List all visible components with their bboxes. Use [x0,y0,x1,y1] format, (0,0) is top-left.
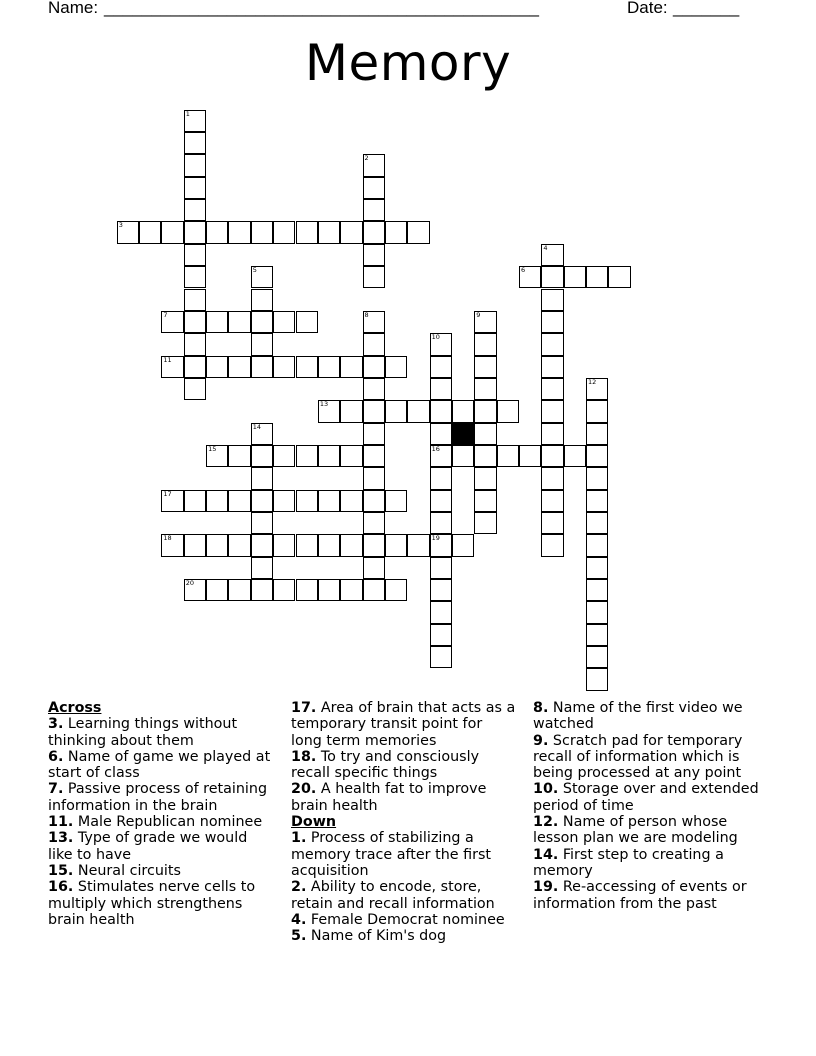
grid-cell[interactable] [184,221,206,243]
grid-cell[interactable] [541,356,563,378]
grid-cell[interactable] [184,199,206,221]
clue-item [533,847,773,880]
grid-cell[interactable] [541,490,563,512]
grid-cell[interactable] [541,266,563,288]
grid-cell[interactable] [586,646,608,668]
clue-number: 10 [431,333,440,342]
grid-cell[interactable] [206,356,228,378]
grid-cell[interactable] [430,445,452,467]
grid-cell[interactable] [430,333,452,355]
clue-num: 4. [291,911,307,928]
clue-item [533,733,773,782]
grid-cell[interactable] [363,400,385,422]
clue-number: 7 [163,310,168,319]
grid-cell[interactable] [251,311,273,333]
clue-number: 8 [364,310,369,319]
clue-text: Type of grade we would like to have [48,830,248,863]
clue-text: Stimulates nerve cells to multiply which strengthens brain health [48,879,256,928]
grid-cell[interactable] [430,512,452,534]
clue-num: 13. [48,830,74,847]
clue-item [291,749,516,782]
grid-cell[interactable] [586,400,608,422]
grid-cell[interactable] [474,400,496,422]
grid-cell[interactable] [296,579,318,601]
clue-text: Name of the first video we watched [533,700,743,733]
grid-cell[interactable] [273,445,295,467]
clue-num: 15. [48,862,74,879]
clue-item [48,879,273,928]
clue-num: 2. [291,879,307,896]
grid-cell[interactable] [363,378,385,400]
clue-number: 4 [543,243,548,252]
clue-num: 1. [291,830,307,847]
grid-cell[interactable] [184,110,206,132]
clue-item [533,700,773,733]
clue-num: 11. [48,814,74,831]
grid-cell[interactable] [318,490,340,512]
grid-cell[interactable] [385,221,407,243]
grid-cell[interactable] [340,490,362,512]
clue-item [533,814,773,847]
grid-cell[interactable] [363,311,385,333]
grid-cell[interactable] [318,579,340,601]
clue-item [291,928,516,944]
down-heading: Down [291,814,337,831]
clue-text: Storage over and extended period of time [533,781,759,814]
grid-cell[interactable] [430,534,452,556]
grid-cell[interactable] [340,534,362,556]
grid-cell[interactable] [251,579,273,601]
clue-number: 16 [431,444,440,453]
grid-cell[interactable] [251,490,273,512]
clue-item [48,749,273,782]
grid-cell[interactable] [161,311,183,333]
clue-number: 2 [364,154,369,163]
grid-cell[interactable] [363,266,385,288]
grid-cell[interactable] [564,266,586,288]
grid-cell[interactable] [474,311,496,333]
clue-item [48,814,273,830]
grid-cell[interactable] [363,557,385,579]
grid-cell[interactable] [184,490,206,512]
grid-cell[interactable] [273,534,295,556]
grid-cell[interactable] [318,356,340,378]
clue-column-3 [533,700,773,912]
grid-cell[interactable] [430,378,452,400]
grid-cell[interactable] [363,333,385,355]
clue-text: Learning things without thinking about them [48,716,238,749]
grid-cell[interactable] [273,579,295,601]
grid-cell[interactable] [251,289,273,311]
grid-cell[interactable] [474,467,496,489]
grid-cell[interactable] [340,221,362,243]
black-square [452,423,474,445]
clue-text: Process of stabilizing a memory trace after the first acquisition [291,830,492,879]
clue-item [48,716,273,749]
grid-cell[interactable] [385,534,407,556]
clue-column-2 [291,700,516,944]
clue-num: 5. [291,928,307,945]
grid-cell[interactable] [340,356,362,378]
grid-cell[interactable] [340,579,362,601]
grid-cell[interactable] [228,490,250,512]
grid-cell[interactable] [184,154,206,176]
grid-cell[interactable] [363,154,385,176]
grid-cell[interactable] [228,579,250,601]
grid-cell[interactable] [363,423,385,445]
grid-cell[interactable] [430,490,452,512]
grid-cell[interactable] [161,490,183,512]
grid-cell[interactable] [161,221,183,243]
clue-text: First step to creating a memory [533,846,724,879]
grid-cell[interactable] [184,132,206,154]
clue-item [48,863,273,879]
clue-number: 18 [163,534,172,543]
grid-cell[interactable] [184,534,206,556]
grid-cell[interactable] [452,400,474,422]
clue-number: 5 [252,266,257,275]
clue-number: 13 [319,400,329,409]
grid-cell[interactable] [228,311,250,333]
grid-cell[interactable] [541,467,563,489]
grid-cell[interactable] [363,490,385,512]
clue-item [48,781,273,814]
clue-num: 8. [533,700,549,716]
grid-cell[interactable] [206,579,228,601]
grid-cell[interactable] [296,221,318,243]
grid-cell[interactable] [586,624,608,646]
clue-text: To try and consciously recall specific things [291,748,480,782]
grid-cell[interactable] [586,557,608,579]
clue-text: Female Democrat nominee [306,911,505,928]
grid-cell[interactable] [318,400,340,422]
clue-item [533,781,773,814]
clue-number: 19 [431,534,440,543]
grid-cell[interactable] [161,534,183,556]
clue-text: Name of Kim's dog [306,928,447,945]
grid-cell[interactable] [541,400,563,422]
grid-cell[interactable] [541,244,563,266]
grid-cell[interactable] [117,221,139,243]
grid-cell[interactable] [363,356,385,378]
grid-cell[interactable] [541,311,563,333]
grid-cell[interactable] [474,423,496,445]
grid-cell[interactable] [430,601,452,623]
clue-text: Re-accessing of events or information from the past [533,879,747,912]
clue-num: 7. [48,781,64,798]
grid-cell[interactable] [296,445,318,467]
grid-cell[interactable] [251,534,273,556]
clue-num: 20. [291,781,317,798]
grid-cell[interactable] [430,557,452,579]
grid-cell[interactable] [586,601,608,623]
grid-cell[interactable] [251,356,273,378]
grid-cell[interactable] [251,221,273,243]
clue-text: Scratch pad for temporary recall of information which is being processed at any point [533,732,743,782]
grid-cell[interactable] [273,490,295,512]
grid-cell[interactable] [452,534,474,556]
grid-cell[interactable] [318,445,340,467]
grid-cell[interactable] [474,356,496,378]
grid-cell[interactable] [541,534,563,556]
grid-cell[interactable] [385,579,407,601]
grid-cell[interactable] [519,266,541,288]
grid-cell[interactable] [363,199,385,221]
grid-cell[interactable] [586,266,608,288]
grid-cell[interactable] [474,512,496,534]
clue-item [291,700,516,749]
clue-item [291,879,516,912]
clue-text: A health fat to improve brain health [291,781,487,814]
grid-cell[interactable] [340,445,362,467]
grid-cell[interactable] [296,534,318,556]
grid-cell[interactable] [430,400,452,422]
clue-number: 9 [476,310,481,319]
grid-cell[interactable] [608,266,630,288]
clue-text: Passive process of retaining information in the brain [48,781,268,814]
grid-cell[interactable] [228,221,250,243]
clue-number: 12 [588,377,597,386]
grid-cell[interactable] [564,445,586,467]
across-heading: Across [48,700,102,716]
grid-cell[interactable] [363,512,385,534]
name-field[interactable]: ______________________________________________ [104,0,539,17]
clue-text: Ability to encode, store, retain and recall information [291,879,495,912]
clue-item [533,879,773,912]
grid-cell[interactable] [452,445,474,467]
grid-cell[interactable] [251,445,273,467]
clue-text: Area of brain that acts as a temporary transit point for long term memories [291,700,516,749]
clue-num: 3. [48,716,64,733]
clue-num: 17. [291,700,317,716]
grid-cell[interactable] [206,311,228,333]
clue-text: Male Republican nominee [73,814,263,831]
grid-cell[interactable] [430,646,452,668]
clue-num: 16. [48,879,74,896]
clue-number: 20 [185,579,195,588]
grid-cell[interactable] [586,490,608,512]
grid-cell[interactable] [206,445,228,467]
grid-cell[interactable] [318,534,340,556]
grid-cell[interactable] [228,534,250,556]
clue-number: 3 [118,221,123,230]
grid-cell[interactable] [206,221,228,243]
grid-cell[interactable] [541,512,563,534]
grid-cell[interactable] [541,378,563,400]
clue-num: 19. [533,879,559,896]
grid-cell[interactable] [228,356,250,378]
grid-cell[interactable] [273,356,295,378]
grid-cell[interactable] [586,512,608,534]
grid-cell[interactable] [184,333,206,355]
clue-item [291,781,516,814]
grid-cell[interactable] [251,266,273,288]
grid-cell[interactable] [586,378,608,400]
grid-cell[interactable] [318,221,340,243]
grid-cell[interactable] [161,356,183,378]
date-field[interactable]: _______ [673,0,740,17]
clue-text: Name of person whose lesson plan we are modeling [533,814,738,847]
grid-cell[interactable] [363,177,385,199]
grid-cell[interactable] [430,624,452,646]
grid-cell[interactable] [497,445,519,467]
grid-cell[interactable] [519,445,541,467]
grid-cell[interactable] [541,423,563,445]
grid-cell[interactable] [474,490,496,512]
clue-item [48,830,273,863]
grid-cell[interactable] [474,378,496,400]
grid-cell[interactable] [296,356,318,378]
grid-cell[interactable] [184,311,206,333]
grid-cell[interactable] [407,221,429,243]
grid-cell[interactable] [385,490,407,512]
grid-cell[interactable] [497,400,519,422]
clue-item [291,830,516,879]
grid-cell[interactable] [184,356,206,378]
grid-cell[interactable] [139,221,161,243]
grid-cell[interactable] [184,579,206,601]
clue-text: Name of game we played at start of class [48,748,271,782]
grid-cell[interactable] [184,266,206,288]
grid-cell[interactable] [363,534,385,556]
grid-cell[interactable] [586,467,608,489]
grid-cell[interactable] [430,356,452,378]
grid-cell[interactable] [363,244,385,266]
grid-cell[interactable] [363,445,385,467]
grid-cell[interactable] [184,177,206,199]
grid-cell[interactable] [184,244,206,266]
clue-num: 14. [533,846,559,863]
grid-cell[interactable] [363,579,385,601]
grid-cell[interactable] [251,423,273,445]
grid-cell[interactable] [541,333,563,355]
grid-cell[interactable] [385,356,407,378]
grid-cell[interactable] [184,289,206,311]
grid-cell[interactable] [296,311,318,333]
grid-cell[interactable] [251,512,273,534]
grid-cell[interactable] [586,534,608,556]
grid-cell[interactable] [251,557,273,579]
grid-cell[interactable] [251,467,273,489]
clue-number: 1 [185,109,190,118]
grid-cell[interactable] [586,423,608,445]
grid-cell[interactable] [474,333,496,355]
page-title: Memory [304,34,512,92]
grid-cell[interactable] [430,579,452,601]
clue-text: Neural circuits [73,862,181,879]
clue-num: 10. [533,781,559,798]
clue-item [291,912,516,928]
clue-number: 15 [208,444,217,453]
grid-cell[interactable] [586,668,608,690]
clue-number: 14 [252,422,262,431]
clue-column-1 [48,700,273,928]
grid-cell[interactable] [407,400,429,422]
grid-cell[interactable] [228,445,250,467]
grid-cell[interactable] [340,400,362,422]
grid-cell[interactable] [296,490,318,512]
grid-cell[interactable] [385,400,407,422]
clue-num: 12. [533,814,559,831]
grid-cell[interactable] [586,445,608,467]
grid-cell[interactable] [363,221,385,243]
grid-cell[interactable] [273,311,295,333]
grid-cell[interactable] [184,378,206,400]
grid-cell[interactable] [206,534,228,556]
name-label: Name: [48,0,99,17]
clue-number: 11 [163,355,172,364]
grid-cell[interactable] [251,333,273,355]
clue-number: 6 [521,266,526,275]
clue-num: 18. [291,748,317,765]
clue-num: 6. [48,748,64,765]
grid-cell[interactable] [430,423,452,445]
grid-cell[interactable] [363,467,385,489]
grid-cell[interactable] [474,445,496,467]
date-label: Date: [627,0,668,17]
grid-cell[interactable] [541,445,563,467]
clue-num: 9. [533,732,549,749]
clue-number: 17 [163,489,172,498]
grid-cell[interactable] [407,534,429,556]
grid-cell[interactable] [430,467,452,489]
grid-cell[interactable] [206,490,228,512]
grid-cell[interactable] [273,221,295,243]
grid-cell[interactable] [586,579,608,601]
grid-cell[interactable] [541,289,563,311]
